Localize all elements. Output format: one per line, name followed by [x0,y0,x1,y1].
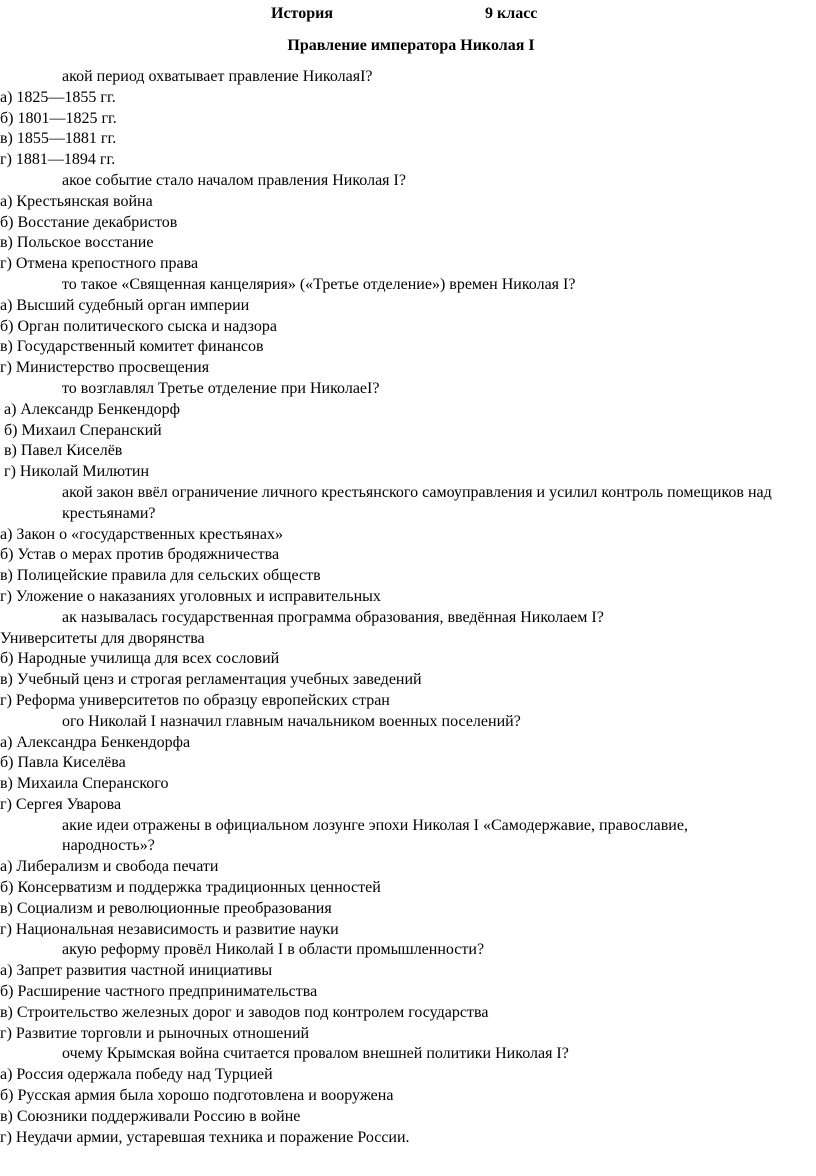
answer-option: г) Развитие торговли и рыночных отношений [0,1024,310,1042]
answer-option: в) Павел Киселёв [4,442,123,460]
question-text: акое событие стало началом правления Николая I? [62,171,406,189]
question-text: акой закон ввёл ограничение личного крестьянского самоуправления и усилил контроль помещиков над крестьянами? [62,483,772,522]
answer-option: б) Консерватизм и поддержка традиционных ценностей [0,879,381,897]
answer-option: Университеты для дворянства [0,629,205,647]
answer-option: а) Александр Бенкендорф [4,400,180,418]
answer-option: б) Народные училища для всех сословий [0,650,280,668]
answer-option: в) Полицейские правила для сельских обществ [0,567,321,585]
quiz-content [0,67,812,1148]
answer-option: а) Закон о «государственных крестьянах» [0,525,283,543]
answer-option: а) Россия одержала победу над Турцией [0,1066,273,1084]
question-text: акую реформу провёл Николай I в области промышленности? [62,941,485,959]
answer-option: г) Национальная независимость и развитие науки [0,920,339,938]
question-text: ого Николай I назначил главным начальником военных поселений? [62,712,521,730]
subject-label: История [271,5,333,22]
answer-option: г) 1881—1894 гг. [0,151,116,169]
question-block [0,379,812,483]
answer-option: г) Министерство просвещения [0,359,210,377]
answer-option: б) Устав о мерах против бродяжничества [0,546,280,564]
answer-option: г) Отмена крепостного права [0,255,199,273]
answer-option: г) Сергея Уварова [0,795,122,813]
answer-option: б) Орган политического сыска и надзора [0,317,277,335]
question-block [0,483,812,608]
question-block [0,67,812,171]
question-text: то возглавлял Третье отделение при НиколаеI? [62,379,380,397]
answer-option: б) Расширение частного предпринимательства [0,983,318,1001]
answer-option: а) Либерализм и свобода печати [0,858,219,876]
answer-option: б) Восстание декабристов [0,213,178,231]
question-block [0,712,812,816]
answer-option: а) Крестьянская война [0,192,153,210]
answer-option: в) Михаила Сперанского [0,775,169,793]
document-header [0,0,816,30]
answer-option: г) Неудачи армии, устаревшая техника и поражение России. [0,1128,410,1146]
question-block [0,275,812,379]
answer-option: б) Михаил Сперанский [4,421,162,439]
answer-option: а) Запрет развития частной инициативы [0,962,273,980]
answer-option: г) Уложение о наказаниях уголовных и исправительных [0,587,381,605]
question-block [0,940,812,1044]
answer-option: в) Учебный ценз и строгая регламентация учебных заведений [0,671,422,689]
question-text: акие идеи отражены в официальном лозунге эпохи Николая I «Самодержавие, православие, народность»? [62,816,688,855]
answer-option: в) Строительство железных дорог и заводов под контролем государства [0,1003,489,1021]
answer-option: г) Николай Милютин [4,463,150,481]
answer-option: в) Социализм и революционные преобразования [0,899,332,917]
question-block [0,816,812,941]
answer-option: б) 1801—1825 гг. [0,109,117,127]
answer-option: в) Государственный комитет финансов [0,338,264,356]
question-block [0,1044,812,1148]
answer-option: в) Союзники поддерживали Россию в войне [0,1107,301,1125]
answer-option: в) Польское восстание [0,234,154,252]
answer-option: б) Павла Киселёва [0,754,126,772]
answer-option: а) Высший судебный орган империи [0,296,250,314]
question-text: то такое «Священная канцелярия» («Третье отделение») времен Николая I? [62,275,576,293]
answer-option: в) 1855—1881 гг. [0,130,117,148]
question-text: ак называлась государственная программа образования, введённая Николаем I? [62,608,604,626]
answer-option: б) Русская армия была хорошо подготовлена и вооружена [0,1087,394,1105]
question-block [0,608,812,712]
answer-option: г) Реформа университетов по образцу европейских стран [0,691,390,709]
question-block [0,171,812,275]
page-title: Правление императора Николая I [287,37,535,54]
answer-option: а) 1825—1855 гг. [0,88,116,106]
grade-label: 9 класс [485,5,538,22]
question-text: очему Крымская война считается провалом внешней политики Николая I? [62,1045,569,1063]
answer-option: а) Александра Бенкендорфа [0,733,191,751]
question-text: акой период охватывает правление НиколаяI? [62,68,373,85]
